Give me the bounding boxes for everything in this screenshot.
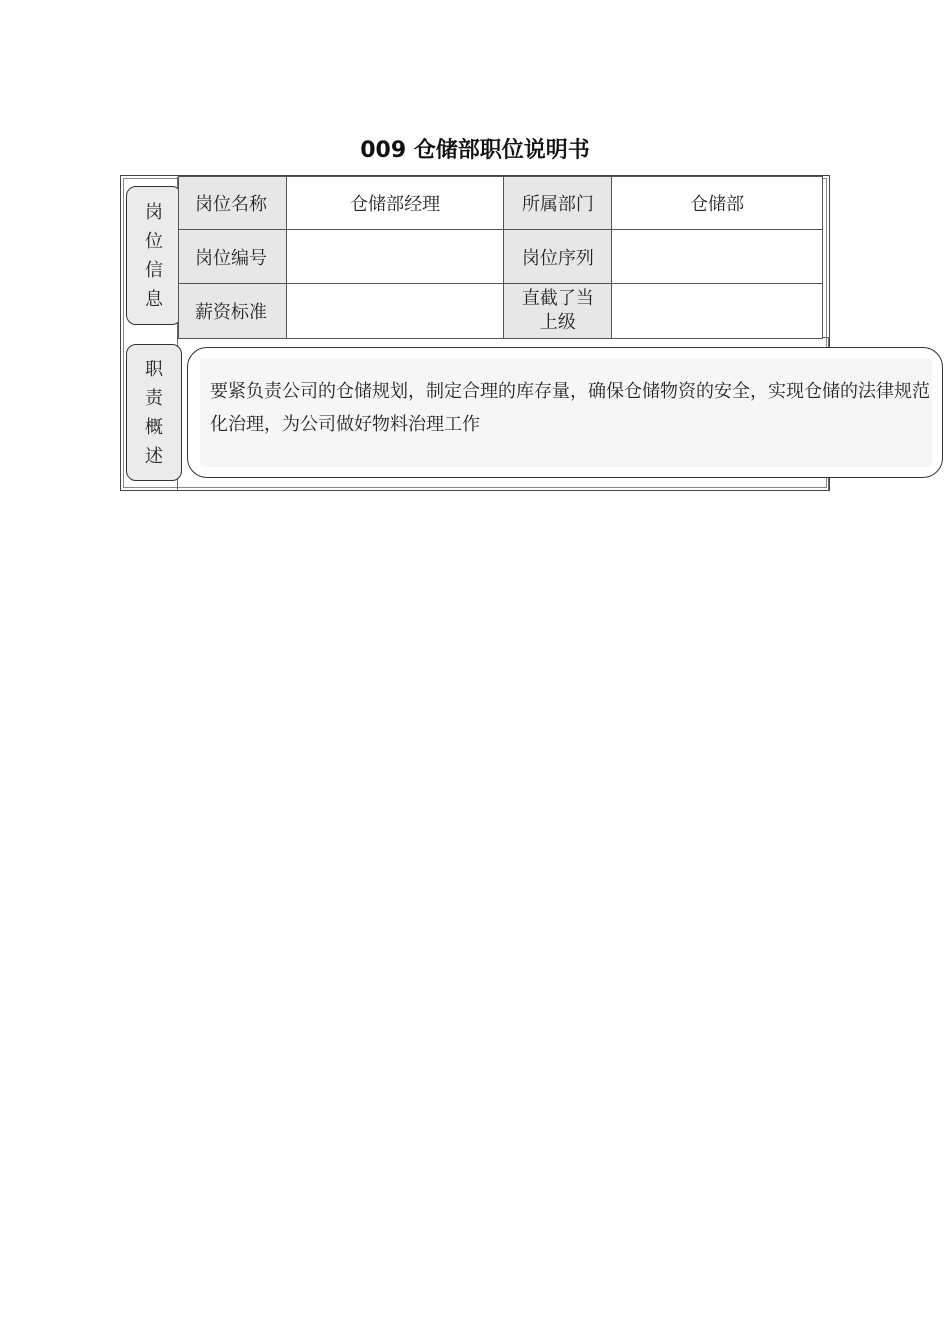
table-row — [179, 177, 823, 230]
direct-superior-label — [504, 284, 612, 339]
position-sequence-label: 岗位序列 — [504, 230, 612, 284]
tab-char: 息 — [145, 288, 163, 310]
tab-char: 岗 — [145, 201, 163, 223]
tab-char: 信 — [145, 259, 163, 281]
duty-summary-tab — [126, 344, 182, 481]
tab-char: 概 — [145, 416, 163, 438]
tab-char: 述 — [145, 445, 163, 467]
tab-char: 责 — [145, 387, 163, 409]
tab-char: 职 — [145, 358, 163, 380]
direct-superior-label-line2: 上级 — [539, 312, 576, 333]
direct-superior-value — [612, 284, 823, 339]
department-value: 仓储部 — [612, 177, 823, 230]
position-code-label: 岗位编号 — [179, 230, 287, 284]
table-row — [179, 284, 823, 339]
salary-standard-label: 薪资标准 — [179, 284, 287, 339]
position-info-table — [178, 176, 823, 339]
department-label: 所属部门 — [504, 177, 612, 230]
direct-superior-label-line1: 直截了当 — [521, 288, 594, 309]
position-code-value — [286, 230, 504, 284]
document-title: 009 仓储部职位说明书 — [360, 138, 590, 163]
position-sequence-value — [612, 230, 823, 284]
salary-standard-value — [286, 284, 504, 339]
position-name-label: 岗位名称 — [179, 177, 287, 230]
position-info-tab — [126, 186, 182, 325]
table-row — [179, 230, 823, 284]
duty-summary-text: 要紧负责公司的仓储规划，制定合理的库存量，确保仓储物资的安全，实现仓储的法律规范化治理，为公司做好物料治理工作 — [210, 381, 930, 435]
tab-char: 位 — [145, 230, 163, 252]
duty-summary-box — [187, 347, 943, 478]
position-name-value: 仓储部经理 — [286, 177, 504, 230]
